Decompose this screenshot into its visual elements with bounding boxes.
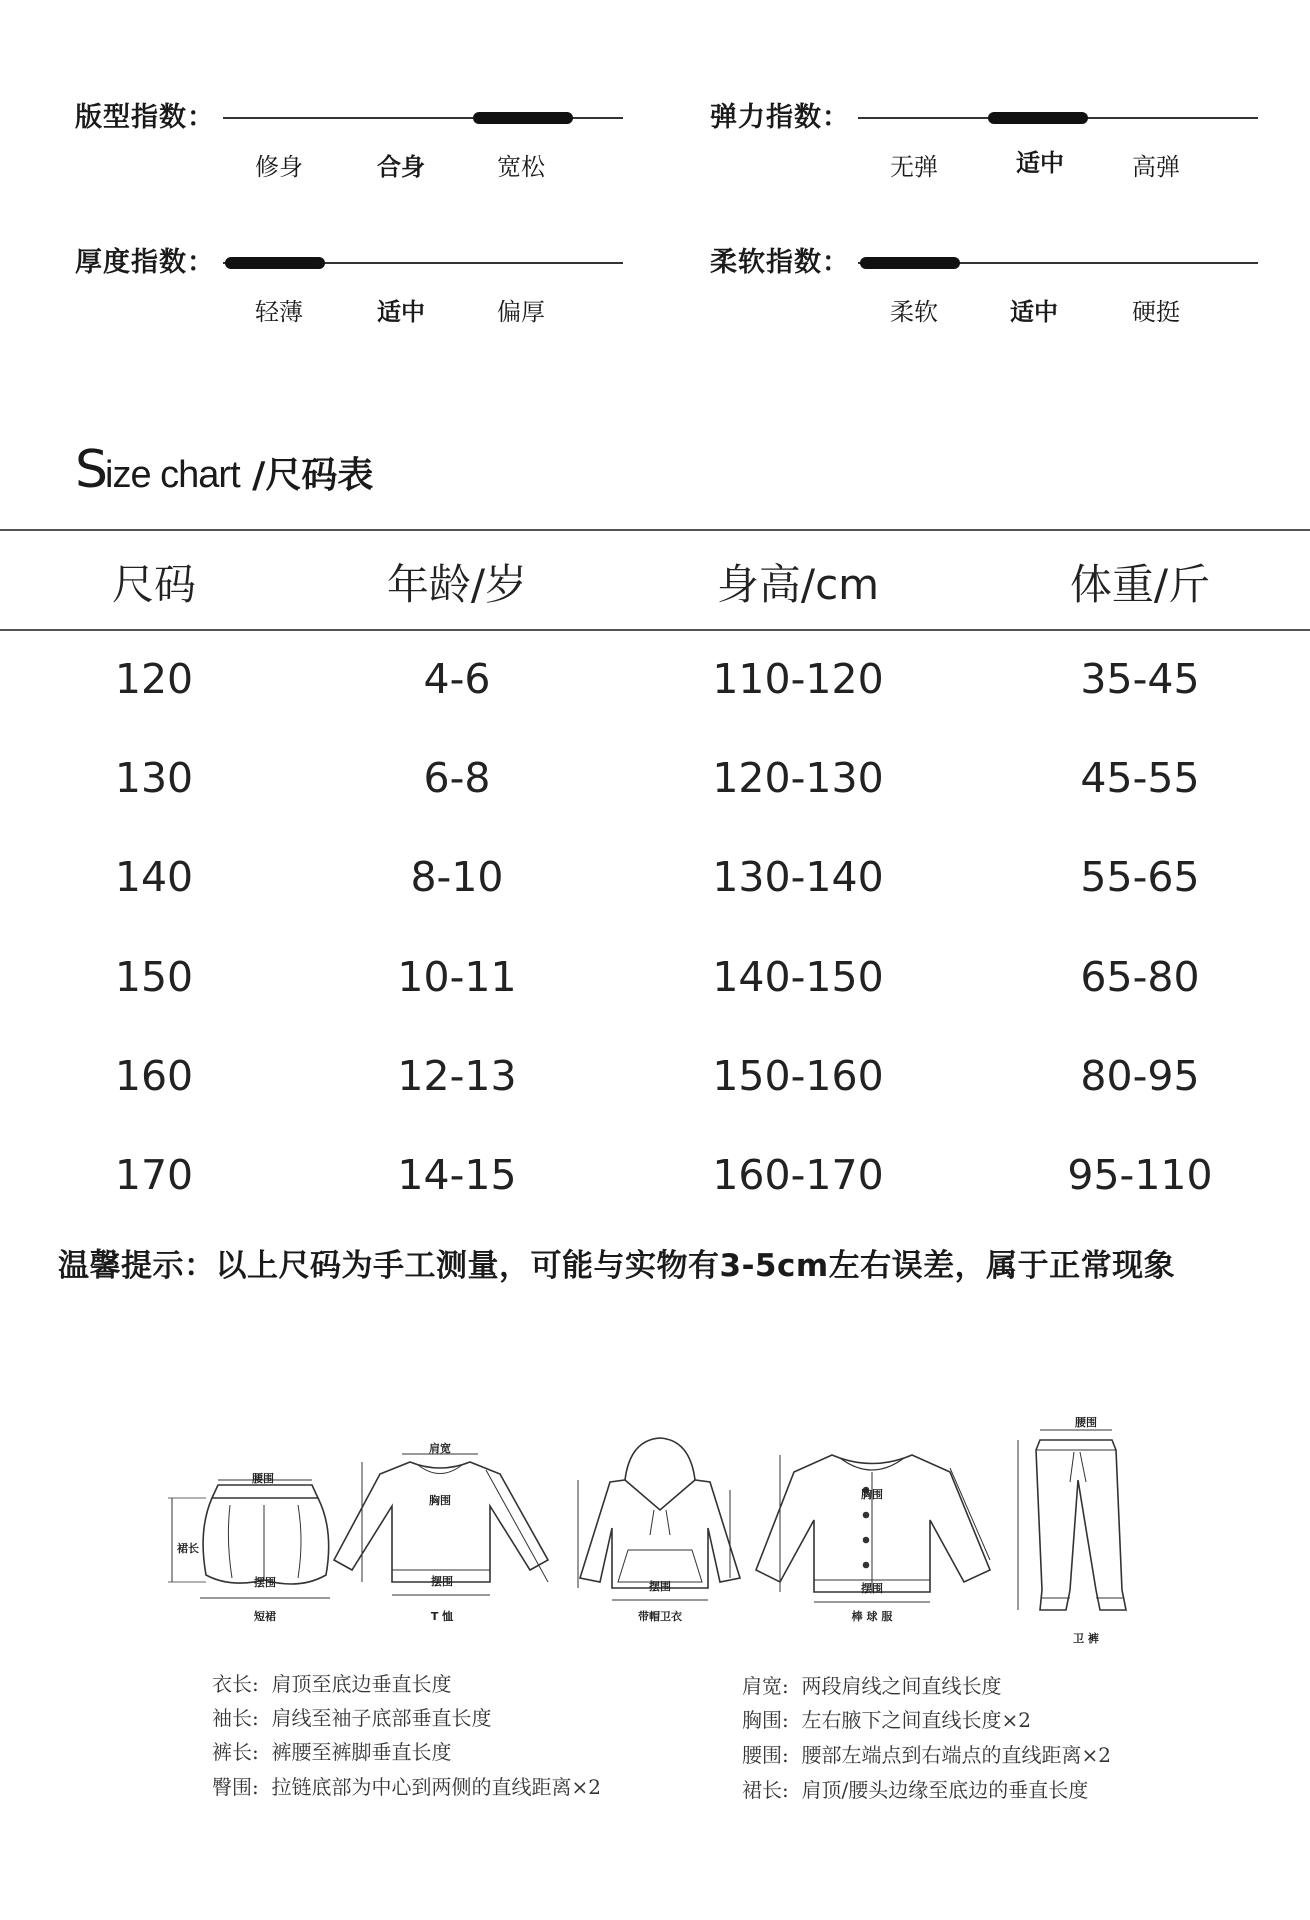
stretch-option-high: 高弹 (1132, 153, 1180, 181)
size-chart-title-zh: /尺码表 (239, 455, 374, 496)
cell-size: 170 (114, 1151, 194, 1199)
note-sleeve: 袖长: 肩线至袖子底部垂直长度 (212, 1706, 492, 1730)
thickness-option-thin: 轻薄 (255, 298, 303, 326)
measurement-tip: 温馨提示：以上尺码为手工测量，可能与实物有3-5cm左右误差，属于正常现象 (58, 1248, 1176, 1284)
table-header-rule (0, 629, 1310, 631)
fit-option-loose: 宽松 (497, 153, 545, 181)
softness-index-marker (860, 257, 960, 269)
hoodie-hem-label: 摆围 (649, 1580, 671, 1593)
hoodie-diagram (578, 1438, 740, 1600)
softness-index-label: 柔软指数： (710, 247, 850, 278)
cell-height: 120-130 (712, 754, 884, 802)
cell-age: 12-13 (397, 1052, 517, 1100)
fit-index-label: 版型指数： (75, 102, 215, 133)
stretch-index-marker (988, 112, 1088, 124)
cell-height: 130-140 (712, 853, 884, 901)
note-shoulder: 肩宽: 两段肩线之间直线长度 (742, 1674, 1002, 1698)
thickness-option-thick: 偏厚 (497, 298, 545, 326)
softness-option-soft: 柔软 (890, 298, 938, 326)
cell-size: 140 (114, 853, 194, 901)
header-height: 身高/cm (716, 560, 880, 609)
softness-index (710, 245, 1270, 365)
stretch-index (710, 100, 1270, 220)
thickness-option-medium: 适中 (377, 298, 425, 326)
fit-option-regular: 合身 (377, 153, 425, 181)
cell-weight: 95-110 (1067, 1151, 1213, 1199)
cell-weight: 80-95 (1080, 1052, 1200, 1100)
size-chart-title-en: ize chart (105, 454, 240, 496)
tshirt-caption: T 恤 (430, 1610, 454, 1623)
cell-height: 150-160 (712, 1052, 884, 1100)
tshirt-hem-label: 摆围 (431, 1575, 453, 1588)
note-waist: 腰围: 腰部左端点到右端点的直线距离×2 (742, 1743, 1111, 1767)
cell-weight: 35-45 (1080, 655, 1200, 703)
note-length: 衣长: 肩顶至底边垂直长度 (212, 1672, 452, 1696)
skirt-length-label: 裙长 (177, 1542, 199, 1555)
cell-size: 160 (114, 1052, 194, 1100)
header-age: 年龄/岁 (386, 560, 528, 609)
header-weight: 体重/斤 (1069, 560, 1211, 609)
tshirt-chest-label: 胸围 (429, 1494, 451, 1507)
stretch-option-medium: 适中 (1016, 149, 1064, 177)
cell-age: 14-15 (397, 1151, 517, 1199)
cell-height: 110-120 (712, 655, 884, 703)
tshirt-shoulder-label: 肩宽 (429, 1442, 451, 1455)
stretch-index-label: 弹力指数： (710, 102, 850, 133)
hoodie-caption: 带帽卫衣 (638, 1610, 682, 1623)
thickness-index-label: 厚度指数： (75, 247, 215, 278)
note-chest: 胸围: 左右腋下之间直线长度×2 (742, 1708, 1031, 1732)
pants-waist-label: 腰围 (1075, 1416, 1097, 1429)
pants-caption: 卫 裤 (1073, 1632, 1099, 1645)
cell-weight: 65-80 (1080, 953, 1200, 1001)
cell-weight: 55-65 (1080, 853, 1200, 901)
thickness-index-marker (225, 257, 325, 269)
size-chart-title-s: S (75, 440, 106, 500)
note-pants-length: 裤长: 裤腰至裤脚垂直长度 (212, 1740, 452, 1764)
skirt-hem-label: 摆围 (254, 1576, 276, 1589)
cell-height: 140-150 (712, 953, 884, 1001)
cell-size: 130 (114, 754, 194, 802)
softness-option-stiff: 硬挺 (1132, 298, 1180, 326)
thickness-index (75, 245, 635, 365)
cell-age: 10-11 (397, 953, 517, 1001)
note-skirt-length: 裙长: 肩顶/腰头边缘至底边的垂直长度 (742, 1778, 1089, 1802)
cell-size: 120 (114, 655, 194, 703)
cell-weight: 45-55 (1080, 754, 1200, 802)
size-chart-title (75, 442, 373, 510)
fit-option-slim: 修身 (255, 153, 303, 181)
fit-index (75, 100, 635, 220)
jacket-hem-label: 摆围 (861, 1582, 883, 1595)
jacket-caption: 棒 球 服 (851, 1610, 893, 1623)
note-hip: 臀围: 拉链底部为中心到两侧的直线距离×2 (212, 1775, 601, 1799)
fit-index-marker (473, 112, 573, 124)
skirt-waist-label: 腰围 (252, 1472, 274, 1485)
header-size: 尺码 (111, 560, 196, 609)
jacket-chest-label: 胸围 (861, 1488, 883, 1501)
cell-age: 8-10 (410, 853, 504, 901)
cell-height: 160-170 (712, 1151, 884, 1199)
cell-age: 4-6 (423, 655, 491, 703)
skirt-caption: 短裙 (254, 1610, 276, 1623)
softness-option-medium: 适中 (1010, 298, 1058, 326)
cell-age: 6-8 (423, 754, 491, 802)
stretch-option-none: 无弹 (890, 153, 938, 181)
pants-diagram (1018, 1430, 1126, 1610)
table-top-rule (0, 529, 1310, 531)
cell-size: 150 (114, 953, 194, 1001)
